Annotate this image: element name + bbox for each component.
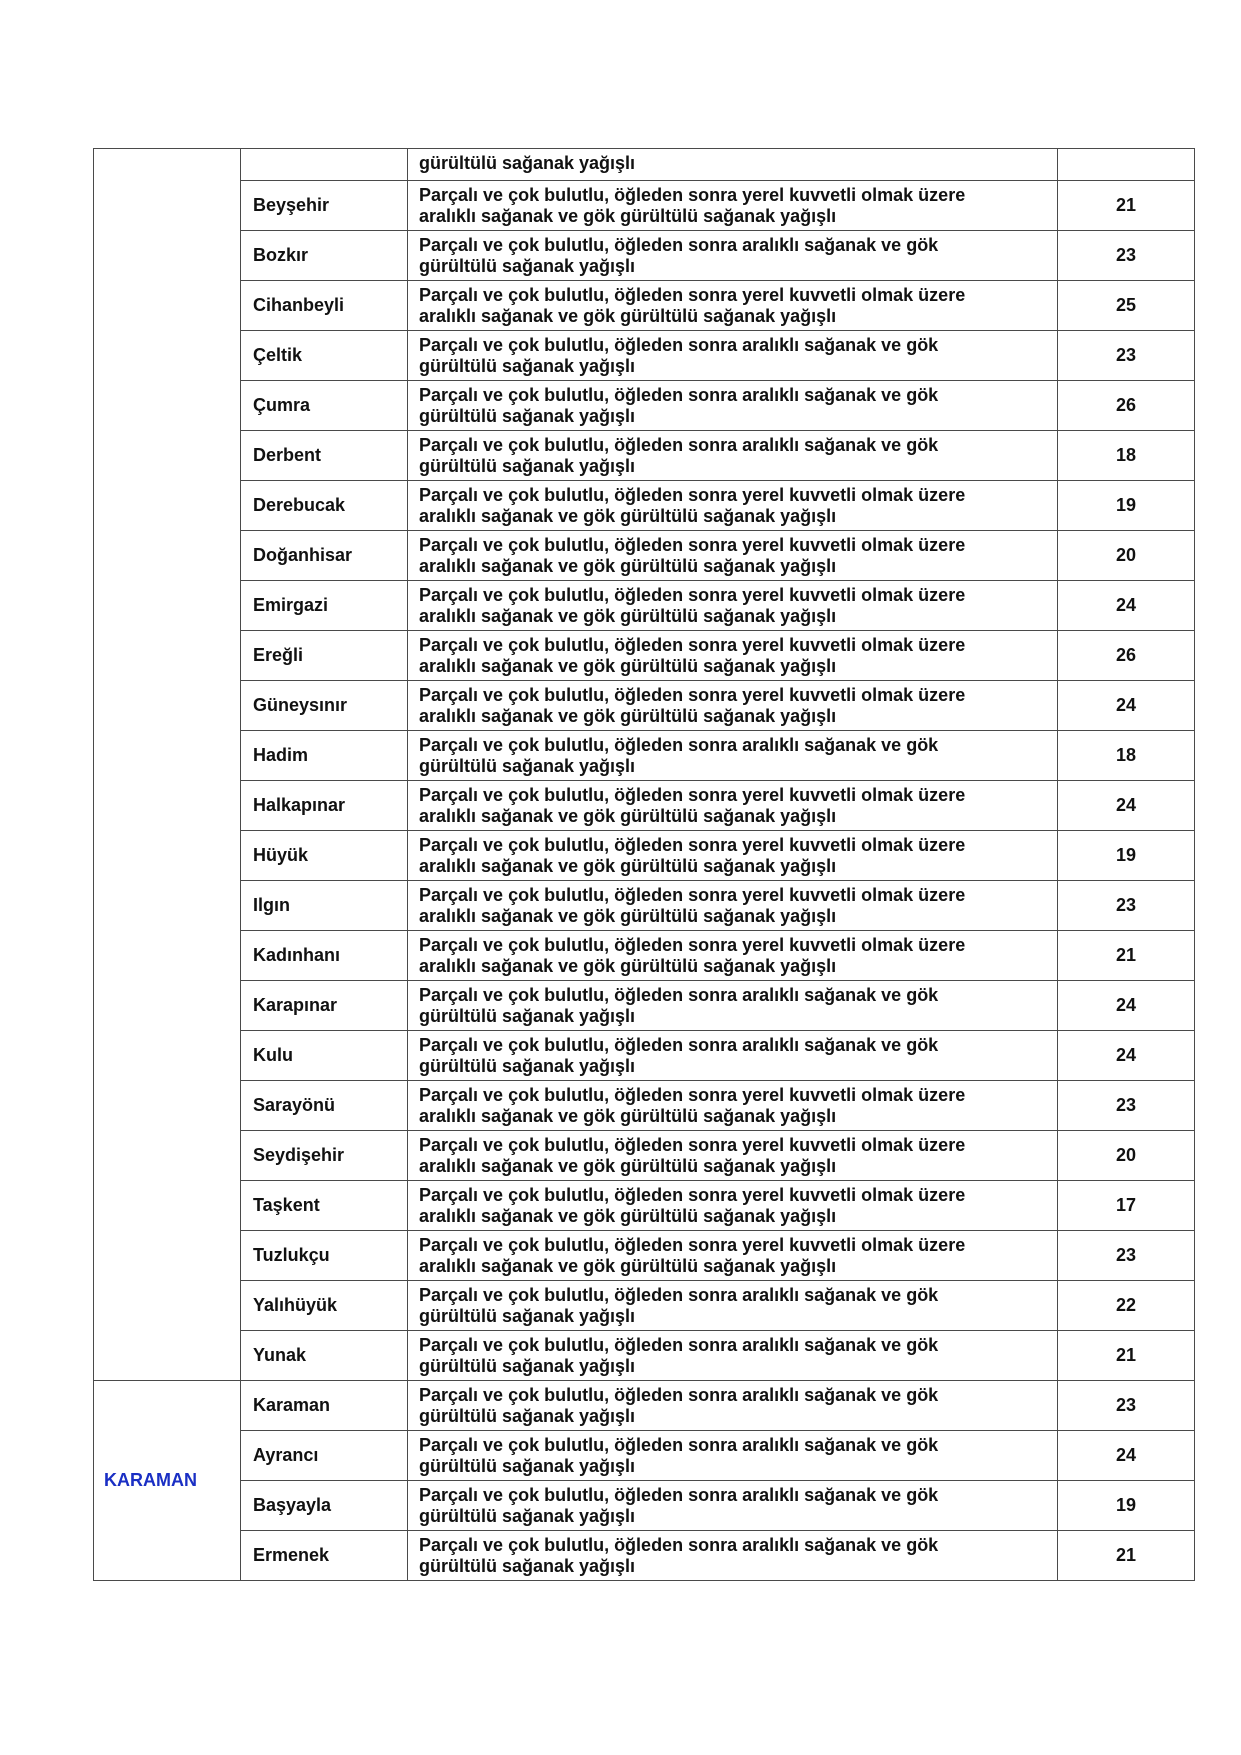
temperature-cell: 24 (1058, 981, 1195, 1031)
description-cell: Parçalı ve çok bulutlu, öğleden sonra yerel kuvvetli olmak üzere aralıklı sağanak ve gök gürültülü sağanak yağışlı (408, 781, 1058, 831)
table-row (94, 1081, 1195, 1131)
temperature-cell: 24 (1058, 781, 1195, 831)
description-cell: Parçalı ve çok bulutlu, öğleden sonra yerel kuvvetli olmak üzere aralıklı sağanak ve gök gürültülü sağanak yağışlı (408, 1181, 1058, 1231)
description-cell: Parçalı ve çok bulutlu, öğleden sonra aralıklı sağanak ve gök gürültülü sağanak yağışlı (408, 431, 1058, 481)
temperature-cell: 21 (1058, 1331, 1195, 1381)
table-row (94, 481, 1195, 531)
description-cell: Parçalı ve çok bulutlu, öğleden sonra aralıklı sağanak ve gök gürültülü sağanak yağışlı (408, 1281, 1058, 1331)
description-cell: Parçalı ve çok bulutlu, öğleden sonra yerel kuvvetli olmak üzere aralıklı sağanak ve gök gürültülü sağanak yağışlı (408, 1231, 1058, 1281)
province-cell (94, 149, 241, 1381)
temperature-cell: 17 (1058, 1181, 1195, 1231)
table-row (94, 531, 1195, 581)
table-row (94, 981, 1195, 1031)
district-cell: Yunak (241, 1331, 408, 1381)
temperature-cell: 23 (1058, 881, 1195, 931)
district-cell: Derebucak (241, 481, 408, 531)
temperature-cell: 23 (1058, 231, 1195, 281)
description-cell: Parçalı ve çok bulutlu, öğleden sonra aralıklı sağanak ve gök gürültülü sağanak yağışlı (408, 1381, 1058, 1431)
description-cell: Parçalı ve çok bulutlu, öğleden sonra aralıklı sağanak ve gök gürültülü sağanak yağışlı (408, 1481, 1058, 1531)
province-cell: KARAMAN (94, 1381, 241, 1581)
district-cell (241, 149, 408, 181)
table-row (94, 581, 1195, 631)
description-cell: Parçalı ve çok bulutlu, öğleden sonra aralıklı sağanak ve gök gürültülü sağanak yağışlı (408, 981, 1058, 1031)
table-row (94, 881, 1195, 931)
forecast-table (93, 148, 1195, 1581)
table-row (94, 1531, 1195, 1581)
temperature-cell: 24 (1058, 1431, 1195, 1481)
district-cell: Tuzlukçu (241, 1231, 408, 1281)
table-row (94, 1431, 1195, 1481)
table-row (94, 381, 1195, 431)
description-cell: Parçalı ve çok bulutlu, öğleden sonra aralıklı sağanak ve gök gürültülü sağanak yağışlı (408, 231, 1058, 281)
temperature-cell: 23 (1058, 1381, 1195, 1431)
description-cell: gürültülü sağanak yağışlı (408, 149, 1058, 181)
temperature-cell: 18 (1058, 431, 1195, 481)
temperature-cell: 20 (1058, 531, 1195, 581)
district-cell: Cihanbeyli (241, 281, 408, 331)
district-cell: Kulu (241, 1031, 408, 1081)
continuation-row (94, 149, 1195, 181)
district-cell: Çeltik (241, 331, 408, 381)
description-cell: Parçalı ve çok bulutlu, öğleden sonra yerel kuvvetli olmak üzere aralıklı sağanak ve gök gürültülü sağanak yağışlı (408, 1081, 1058, 1131)
description-cell: Parçalı ve çok bulutlu, öğleden sonra aralıklı sağanak ve gök gürültülü sağanak yağışlı (408, 331, 1058, 381)
district-cell: Hüyük (241, 831, 408, 881)
description-cell: Parçalı ve çok bulutlu, öğleden sonra yerel kuvvetli olmak üzere aralıklı sağanak ve gök gürültülü sağanak yağışlı (408, 1131, 1058, 1181)
district-cell: Yalıhüyük (241, 1281, 408, 1331)
district-cell: Sarayönü (241, 1081, 408, 1131)
temperature-cell: 21 (1058, 1531, 1195, 1581)
description-cell: Parçalı ve çok bulutlu, öğleden sonra aralıklı sağanak ve gök gürültülü sağanak yağışlı (408, 381, 1058, 431)
temperature-cell: 21 (1058, 181, 1195, 231)
description-cell: Parçalı ve çok bulutlu, öğleden sonra yerel kuvvetli olmak üzere aralıklı sağanak ve gök gürültülü sağanak yağışlı (408, 681, 1058, 731)
temperature-cell: 25 (1058, 281, 1195, 331)
district-cell: Başyayla (241, 1481, 408, 1531)
district-cell: Halkapınar (241, 781, 408, 831)
district-cell: Emirgazi (241, 581, 408, 631)
district-cell: Güneysınır (241, 681, 408, 731)
description-cell: Parçalı ve çok bulutlu, öğleden sonra yerel kuvvetli olmak üzere aralıklı sağanak ve gök gürültülü sağanak yağışlı (408, 631, 1058, 681)
district-cell: Seydişehir (241, 1131, 408, 1181)
table-row (94, 1281, 1195, 1331)
district-cell: Bozkır (241, 231, 408, 281)
table-row (94, 1231, 1195, 1281)
district-cell: Taşkent (241, 1181, 408, 1231)
district-cell: Karapınar (241, 981, 408, 1031)
description-cell: Parçalı ve çok bulutlu, öğleden sonra yerel kuvvetli olmak üzere aralıklı sağanak ve gök gürültülü sağanak yağışlı (408, 181, 1058, 231)
temperature-cell (1058, 149, 1195, 181)
temperature-cell: 19 (1058, 831, 1195, 881)
table-row (94, 181, 1195, 231)
district-cell: Doğanhisar (241, 531, 408, 581)
description-cell: Parçalı ve çok bulutlu, öğleden sonra aralıklı sağanak ve gök gürültülü sağanak yağışlı (408, 1331, 1058, 1381)
district-cell: Ilgın (241, 881, 408, 931)
district-cell: Ayrancı (241, 1431, 408, 1481)
table-row (94, 231, 1195, 281)
district-cell: Karaman (241, 1381, 408, 1431)
table-row (94, 631, 1195, 681)
table-row (94, 781, 1195, 831)
description-cell: Parçalı ve çok bulutlu, öğleden sonra yerel kuvvetli olmak üzere aralıklı sağanak ve gök gürültülü sağanak yağışlı (408, 481, 1058, 531)
description-cell: Parçalı ve çok bulutlu, öğleden sonra yerel kuvvetli olmak üzere aralıklı sağanak ve gök gürültülü sağanak yağışlı (408, 931, 1058, 981)
temperature-cell: 26 (1058, 381, 1195, 431)
description-cell: Parçalı ve çok bulutlu, öğleden sonra yerel kuvvetli olmak üzere aralıklı sağanak ve gök gürültülü sağanak yağışlı (408, 531, 1058, 581)
district-cell: Beyşehir (241, 181, 408, 231)
district-cell: Ereğli (241, 631, 408, 681)
temperature-cell: 18 (1058, 731, 1195, 781)
temperature-cell: 19 (1058, 1481, 1195, 1531)
description-cell: Parçalı ve çok bulutlu, öğleden sonra aralıklı sağanak ve gök gürültülü sağanak yağışlı (408, 1531, 1058, 1581)
table-row (94, 281, 1195, 331)
district-cell: Çumra (241, 381, 408, 431)
temperature-cell: 19 (1058, 481, 1195, 531)
district-cell: Derbent (241, 431, 408, 481)
table-row (94, 681, 1195, 731)
table-row (94, 431, 1195, 481)
table-row (94, 731, 1195, 781)
description-cell: Parçalı ve çok bulutlu, öğleden sonra yerel kuvvetli olmak üzere aralıklı sağanak ve gök gürültülü sağanak yağışlı (408, 881, 1058, 931)
table-row (94, 1031, 1195, 1081)
temperature-cell: 23 (1058, 1081, 1195, 1131)
temperature-cell: 24 (1058, 581, 1195, 631)
district-cell: Kadınhanı (241, 931, 408, 981)
district-cell: Ermenek (241, 1531, 408, 1581)
description-cell: Parçalı ve çok bulutlu, öğleden sonra aralıklı sağanak ve gök gürültülü sağanak yağışlı (408, 1431, 1058, 1481)
temperature-cell: 24 (1058, 681, 1195, 731)
table-row (94, 331, 1195, 381)
table-row (94, 831, 1195, 881)
temperature-cell: 21 (1058, 931, 1195, 981)
temperature-cell: 20 (1058, 1131, 1195, 1181)
description-cell: Parçalı ve çok bulutlu, öğleden sonra yerel kuvvetli olmak üzere aralıklı sağanak ve gök gürültülü sağanak yağışlı (408, 281, 1058, 331)
table-row (94, 1131, 1195, 1181)
description-cell: Parçalı ve çok bulutlu, öğleden sonra yerel kuvvetli olmak üzere aralıklı sağanak ve gök gürültülü sağanak yağışlı (408, 831, 1058, 881)
table-row (94, 1331, 1195, 1381)
temperature-cell: 24 (1058, 1031, 1195, 1081)
district-cell: Hadim (241, 731, 408, 781)
description-cell: Parçalı ve çok bulutlu, öğleden sonra aralıklı sağanak ve gök gürültülü sağanak yağışlı (408, 1031, 1058, 1081)
description-cell: Parçalı ve çok bulutlu, öğleden sonra aralıklı sağanak ve gök gürültülü sağanak yağışlı (408, 731, 1058, 781)
temperature-cell: 23 (1058, 1231, 1195, 1281)
forecast-table-body (94, 149, 1195, 1581)
table-row (94, 931, 1195, 981)
description-cell: Parçalı ve çok bulutlu, öğleden sonra yerel kuvvetli olmak üzere aralıklı sağanak ve gök gürültülü sağanak yağışlı (408, 581, 1058, 631)
temperature-cell: 26 (1058, 631, 1195, 681)
table-row (94, 1481, 1195, 1531)
temperature-cell: 23 (1058, 331, 1195, 381)
temperature-cell: 22 (1058, 1281, 1195, 1331)
table-row (94, 1181, 1195, 1231)
table-row (94, 1381, 1195, 1431)
